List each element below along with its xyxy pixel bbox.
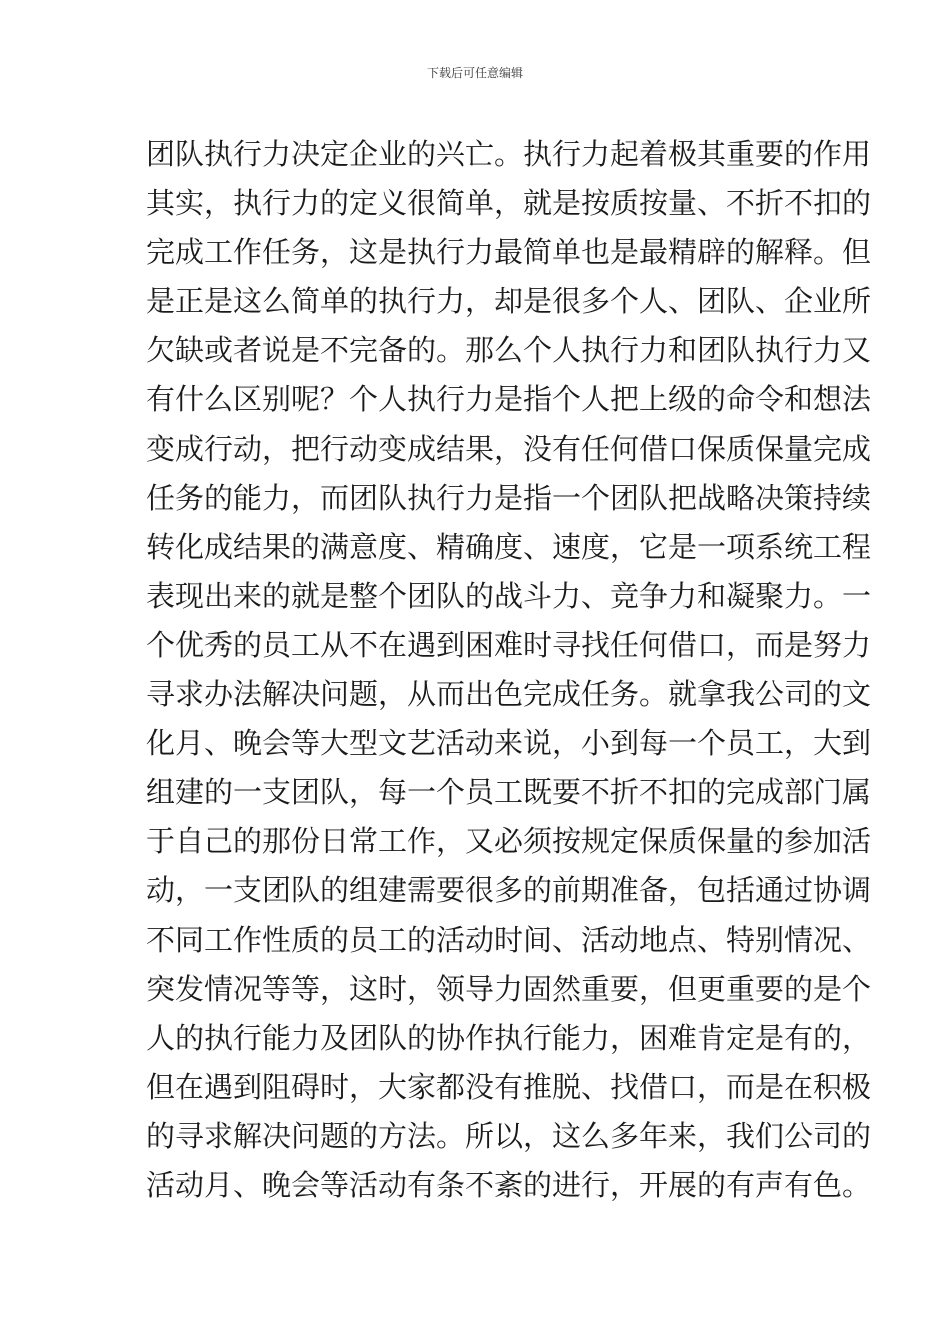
- body-line-17: 不同工作性质的员工的活动时间、活动地点、特别情况、: [146, 922, 872, 957]
- body-line-16: 动，一支团队的组建需要很多的前期准备，包括通过协调: [146, 873, 872, 908]
- body-line-20: 但在遇到阻碍时，大家都没有推脱、找借口，而是在积极: [146, 1069, 872, 1104]
- body-line-3: 完成工作任务，这是执行力最简单也是最精辟的解释。但: [146, 235, 872, 270]
- body-line-21: 的寻求解决问题的方法。所以，这么多年来，我们公司的: [146, 1118, 872, 1153]
- body-line-14: 组建的一支团队，每一个员工既要不折不扣的完成部门属: [146, 775, 872, 810]
- body-line-19: 人的执行能力及团队的协作执行能力，困难肯定是有的，: [146, 1020, 872, 1055]
- body-line-4: 是正是这么简单的执行力，却是很多个人、团队、企业所: [146, 284, 872, 319]
- body-line-2: 其实，执行力的定义很简单，就是按质按量、不折不扣的: [146, 186, 872, 221]
- body-line-12: 寻求办法解决问题，从而出色完成任务。就拿我公司的文: [146, 677, 872, 712]
- body-line-1: 团队执行力决定企业的兴亡。执行力起着极其重要的作用: [146, 137, 872, 171]
- body-line-11: 个优秀的员工从不在遇到困难时寻找任何借口，而是努力: [146, 627, 872, 662]
- body-line-18: 突发情况等等，这时，领导力固然重要，但更重要的是个: [146, 971, 872, 1006]
- page-header: 下载后可任意编辑: [426, 66, 523, 80]
- body-line-7: 变成行动，把行动变成结果，没有任何借口保质保量完成: [146, 431, 872, 466]
- body-line-6: 有什么区别呢？个人执行力是指个人把上级的命令和想法: [146, 382, 872, 417]
- body-line-8: 任务的能力，而团队执行力是指一个团队把战略决策持续: [146, 480, 872, 515]
- body-line-5: 欠缺或者说是不完备的。那么个人执行力和团队执行力又: [146, 333, 872, 368]
- body-line-15: 于自己的那份日常工作，又必须按规定保质保量的参加活: [146, 824, 872, 859]
- body-line-9: 转化成结果的满意度、精确度、速度，它是一项系统工程: [146, 529, 872, 564]
- document-body: [146, 130, 872, 1210]
- body-line-22: 活动月、晚会等活动有条不紊的进行，开展的有声有色。: [146, 1167, 872, 1202]
- body-line-10: 表现出来的就是整个团队的战斗力、竞争力和凝聚力。一: [146, 578, 872, 613]
- body-line-13: 化月、晚会等大型文艺活动来说，小到每一个员工，大到: [146, 726, 872, 761]
